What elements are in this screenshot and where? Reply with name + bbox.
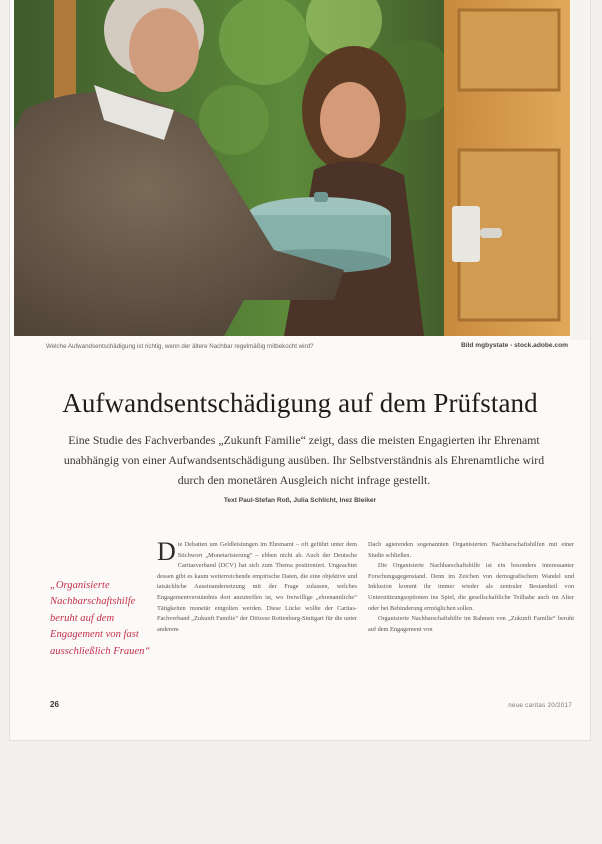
article-photo (14, 0, 570, 336)
magazine-footer: neue caritas 20/2017 (508, 702, 572, 709)
column-1-paragraph (157, 540, 357, 635)
article-lead: Eine Studie des Fachverbandes „Zukunft Familie“ zeigt, dass die meisten Engagierten ihr Ehrenamt unabhängig von einer Aufwandsentschädigung ausüben. Ihr Selbstverständnis als Ehrenamtliche wird durch den monetären Ausgleich nicht infrage gestellt. (63, 433, 545, 487)
photo-credit: Bild mgbystate - stock.adobe.com (461, 342, 568, 349)
article-byline: Text Paul-Stefan Roß, Julia Schlicht, Inez Bleiker (223, 497, 377, 504)
article-headline: Aufwandsentschädigung auf dem Prüfstand (62, 388, 538, 418)
caption-text: Welche Aufwandsentschädigung ist richtig, wenn der ältere Nachbar regelmäßig mitbekocht wird? (46, 343, 314, 350)
column-2-paragraph-3: Organisierte Nachbarschaftshilfe im Rahmen von „Zukunft Familie“ beruht auf dem Engagement von (368, 615, 574, 633)
page-edge (570, 0, 590, 340)
pull-quote: „Organisierte Nachbarschaftshilfe beruht auf dem Engagement von fast ausschließlich Frauen“ (50, 580, 151, 657)
article-column-1 (157, 540, 357, 676)
article-column-2 (368, 540, 574, 676)
column-2-paragraph-1: Dach agierenden sogenannten Organisierten Nachbarschaftshilfen mit einer Studie schließen. (368, 541, 574, 559)
drop-cap: D (157, 540, 176, 566)
column-2-paragraph-2: Die Organisierte Nachbarschaftshilfe ist ein besonders interessanter Forschungsgegenstand. Denn im Zeichen von demografischem Wandel und Inklusion kommt ihr immer wieder als zentraler Bestandteil von Unterstützungsoptionen ins Spiel, die gesellschaftliche Teilhabe auch im Alter oder bei Behinderung ermöglichen sollen. (368, 562, 574, 612)
photo-caption (46, 340, 568, 354)
page-number: 26 (50, 700, 59, 709)
magazine-page (10, 0, 590, 740)
photo-illustration (14, 0, 570, 336)
column-1-text: ie Debatten um Geldleistungen im Ehrenamt – oft geführt unter dem Stichwort „Monetarisierung“ – ebben nicht ab. Auch der Deutsche Caritasverband (DCV) hat sich zum Thema positioniert. Ungeachtet dessen gibt es kaum weiterreichende empirische Daten, die eine objektive und tatsächliche Auseinandersetzung mit der Frage zulassen, welches Engagementverständnis dort anzutreffen ist, wo freiwillige „ehrenamtliche“ Tätigkeiten monetär entgolten werden. Diese Lücke wollte der Caritas-Fachverband „Zukunft Familie“ der Diözese Rottenburg-Stuttgart für die unter anderem (157, 541, 357, 633)
